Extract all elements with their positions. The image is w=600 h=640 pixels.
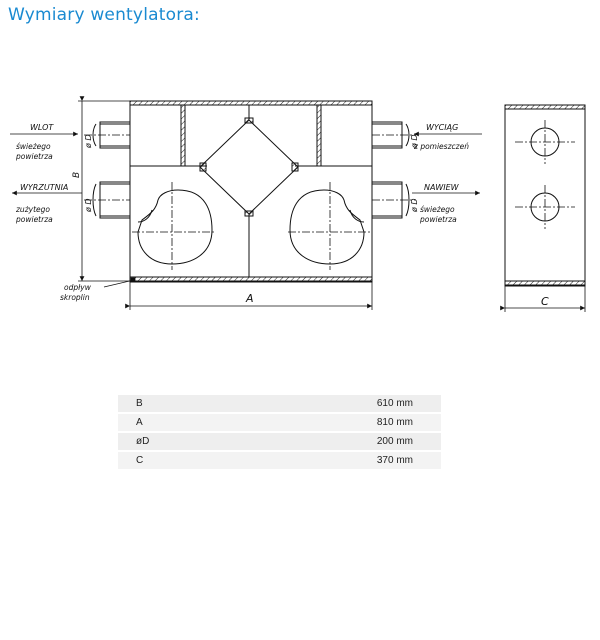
label-wlot: WLOT	[30, 123, 54, 132]
label-wlot-sub1: świeżego	[16, 142, 51, 151]
label-nawiew-sub1: świeżego	[420, 205, 455, 214]
dim-b-label: B	[72, 171, 82, 178]
fan-left	[138, 190, 212, 264]
dim-value: 370 mm	[228, 452, 441, 469]
page-title: Wymiary wentylatora:	[8, 5, 200, 25]
label-wyrzutnia-sub1: zużytego	[16, 205, 50, 214]
label-wyciag-sub: z pomieszczeń	[414, 142, 469, 151]
label-wyrzutnia-sub2: powietrza	[16, 215, 53, 224]
dim-d-label-4: ø D	[410, 198, 419, 212]
label-odplyw1: odpływ	[64, 283, 91, 292]
table-row	[118, 452, 441, 469]
label-wyciag: WYCIĄG	[426, 123, 459, 132]
dim-b	[78, 101, 130, 281]
table-row	[118, 395, 441, 412]
fan-right	[290, 190, 364, 264]
label-nawiew-sub2: powietrza	[420, 215, 457, 224]
dim-d-label-3: ø D	[410, 134, 419, 148]
dim-name: A	[118, 414, 228, 431]
dim-d-label-1: ø D	[84, 134, 93, 148]
dim-value: 810 mm	[228, 414, 441, 431]
label-odplyw2: skroplin	[60, 293, 90, 302]
dim-name: B	[118, 395, 228, 412]
bottom-wall	[130, 277, 372, 281]
top-wall	[130, 101, 372, 105]
label-wyrzutnia: WYRZUTNIA	[20, 183, 69, 192]
dim-a-label: A	[246, 292, 254, 305]
table-row	[118, 433, 441, 450]
table-row	[118, 414, 441, 431]
dim-value: 610 mm	[228, 395, 441, 412]
label-wlot-sub2: powietrza	[16, 152, 53, 161]
side-view	[505, 105, 585, 286]
dim-name: C	[118, 452, 228, 469]
dim-name: øD	[118, 433, 228, 450]
heat-exchanger	[200, 120, 298, 214]
front-view	[84, 101, 416, 282]
label-nawiew: NAWIEW	[424, 183, 459, 192]
dimensions-table	[118, 393, 441, 471]
dim-c-label: C	[541, 295, 549, 308]
dim-value: 200 mm	[228, 433, 441, 450]
filter-right	[317, 105, 321, 166]
dim-d-label-2: ø D	[84, 198, 93, 212]
filter-left	[181, 105, 185, 166]
housing-outline	[130, 101, 372, 282]
